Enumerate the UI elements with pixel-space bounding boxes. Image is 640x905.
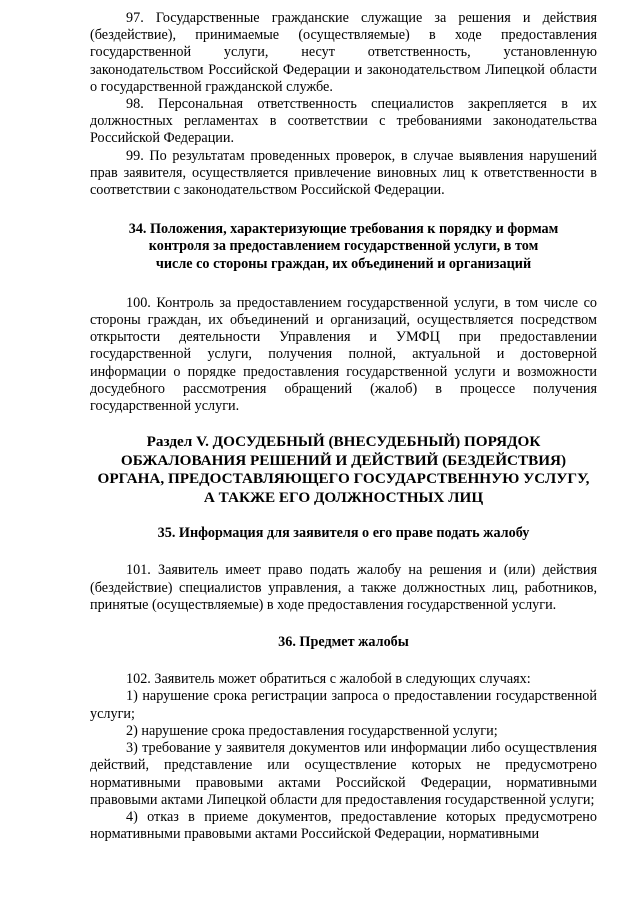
list-item-3: 3) требование у заявителя документов или информации либо осуществления действий, представление или осуществление которых не предусмотрено нормативными правовыми актами Российской Федерации, нормативными правовыми актами Липецкой области для предоставления государственной услуги; xyxy=(90,740,597,808)
section-35-heading: 35. Информация для заявителя о его праве подать жалобу xyxy=(157,525,530,542)
list-item-2: 2) нарушение срока предоставления государственной услуги; xyxy=(126,722,498,739)
section-34-heading-line: 34. Положения, характеризующие требования к порядку и формам xyxy=(128,221,559,238)
section-34-heading xyxy=(90,221,597,273)
paragraph-97: 97. Государственные гражданские служащие за решения и действия (бездействие), принимаемые (осуществляемые) в ходе предоставления государственной услуги, несут ответственность, установленную законодательством Российской Федерации и законодательством Липецкой области о государственной гражданской службе. xyxy=(90,10,597,95)
razdel-5-heading-line: А ТАКЖЕ ЕГО ДОЛЖНОСТНЫХ ЛИЦ xyxy=(203,488,484,506)
list-item-1: 1) нарушение срока регистрации запроса о предоставлении государственной услуги; xyxy=(90,688,597,722)
paragraph-98: 98. Персональная ответственность специалистов закрепляется в их должностных регламентах в соответствии с требованиями законодательства Российской Федерации. xyxy=(90,96,597,147)
section-34-heading-line: числе со стороны граждан, их объединений и организаций xyxy=(155,255,532,272)
paragraph-99: 99. По результатам проведенных проверок, в случае выявления нарушений прав заявителя, осуществляется привлечение виновных лиц к ответственности в соответствии с законодательством Российской Федерации. xyxy=(90,147,597,199)
razdel-5-heading-line: ОБЖАЛОВАНИЯ РЕШЕНИЙ И ДЕЙСТВИЙ (БЕЗДЕЙСТВИЯ) xyxy=(120,451,567,469)
paragraph-101: 101. Заявитель имеет право подать жалобу на решения и (или) действия (бездействие) специалистов управления, а также должностных лиц, работников, принятые (осуществляемые) в ходе предоставления государственной услуги. xyxy=(90,562,597,613)
paragraph-102: 102. Заявитель может обратиться с жалобой в следующих случаях: xyxy=(126,671,531,688)
section-36-heading: 36. Предмет жалобы xyxy=(278,634,409,651)
razdel-5-heading-line: Раздел V. ДОСУДЕБНЫЙ (ВНЕСУДЕБНЫЙ) ПОРЯДОК xyxy=(146,433,541,451)
razdel-5-heading-line: ОРГАНА, ПРЕДОСТАВЛЯЮЩЕГО ГОСУДАРСТВЕННУЮ УСЛУГУ, xyxy=(97,470,590,488)
razdel-5-heading xyxy=(90,433,597,507)
list-item-4: 4) отказ в приеме документов, предоставление которых предусмотрено нормативными правовыми актами Российской Федерации, нормативными xyxy=(90,808,597,843)
paragraph-100: 100. Контроль за предоставлением государственной услуги, в том числе со стороны граждан, их объединений и организаций, осуществляется посредством открытости деятельности Управления и УМФЦ при предоставлении государственной услуги, получения полной, актуальной и достоверной информации о порядке предоставления государственной услуги и возможности досудебного рассмотрения обращений (жалоб) в процессе получения государственной услуги. xyxy=(90,294,597,415)
section-34-heading-line: контроля за предоставлением государственной услуги, в том xyxy=(148,238,539,255)
document-page xyxy=(90,10,597,843)
